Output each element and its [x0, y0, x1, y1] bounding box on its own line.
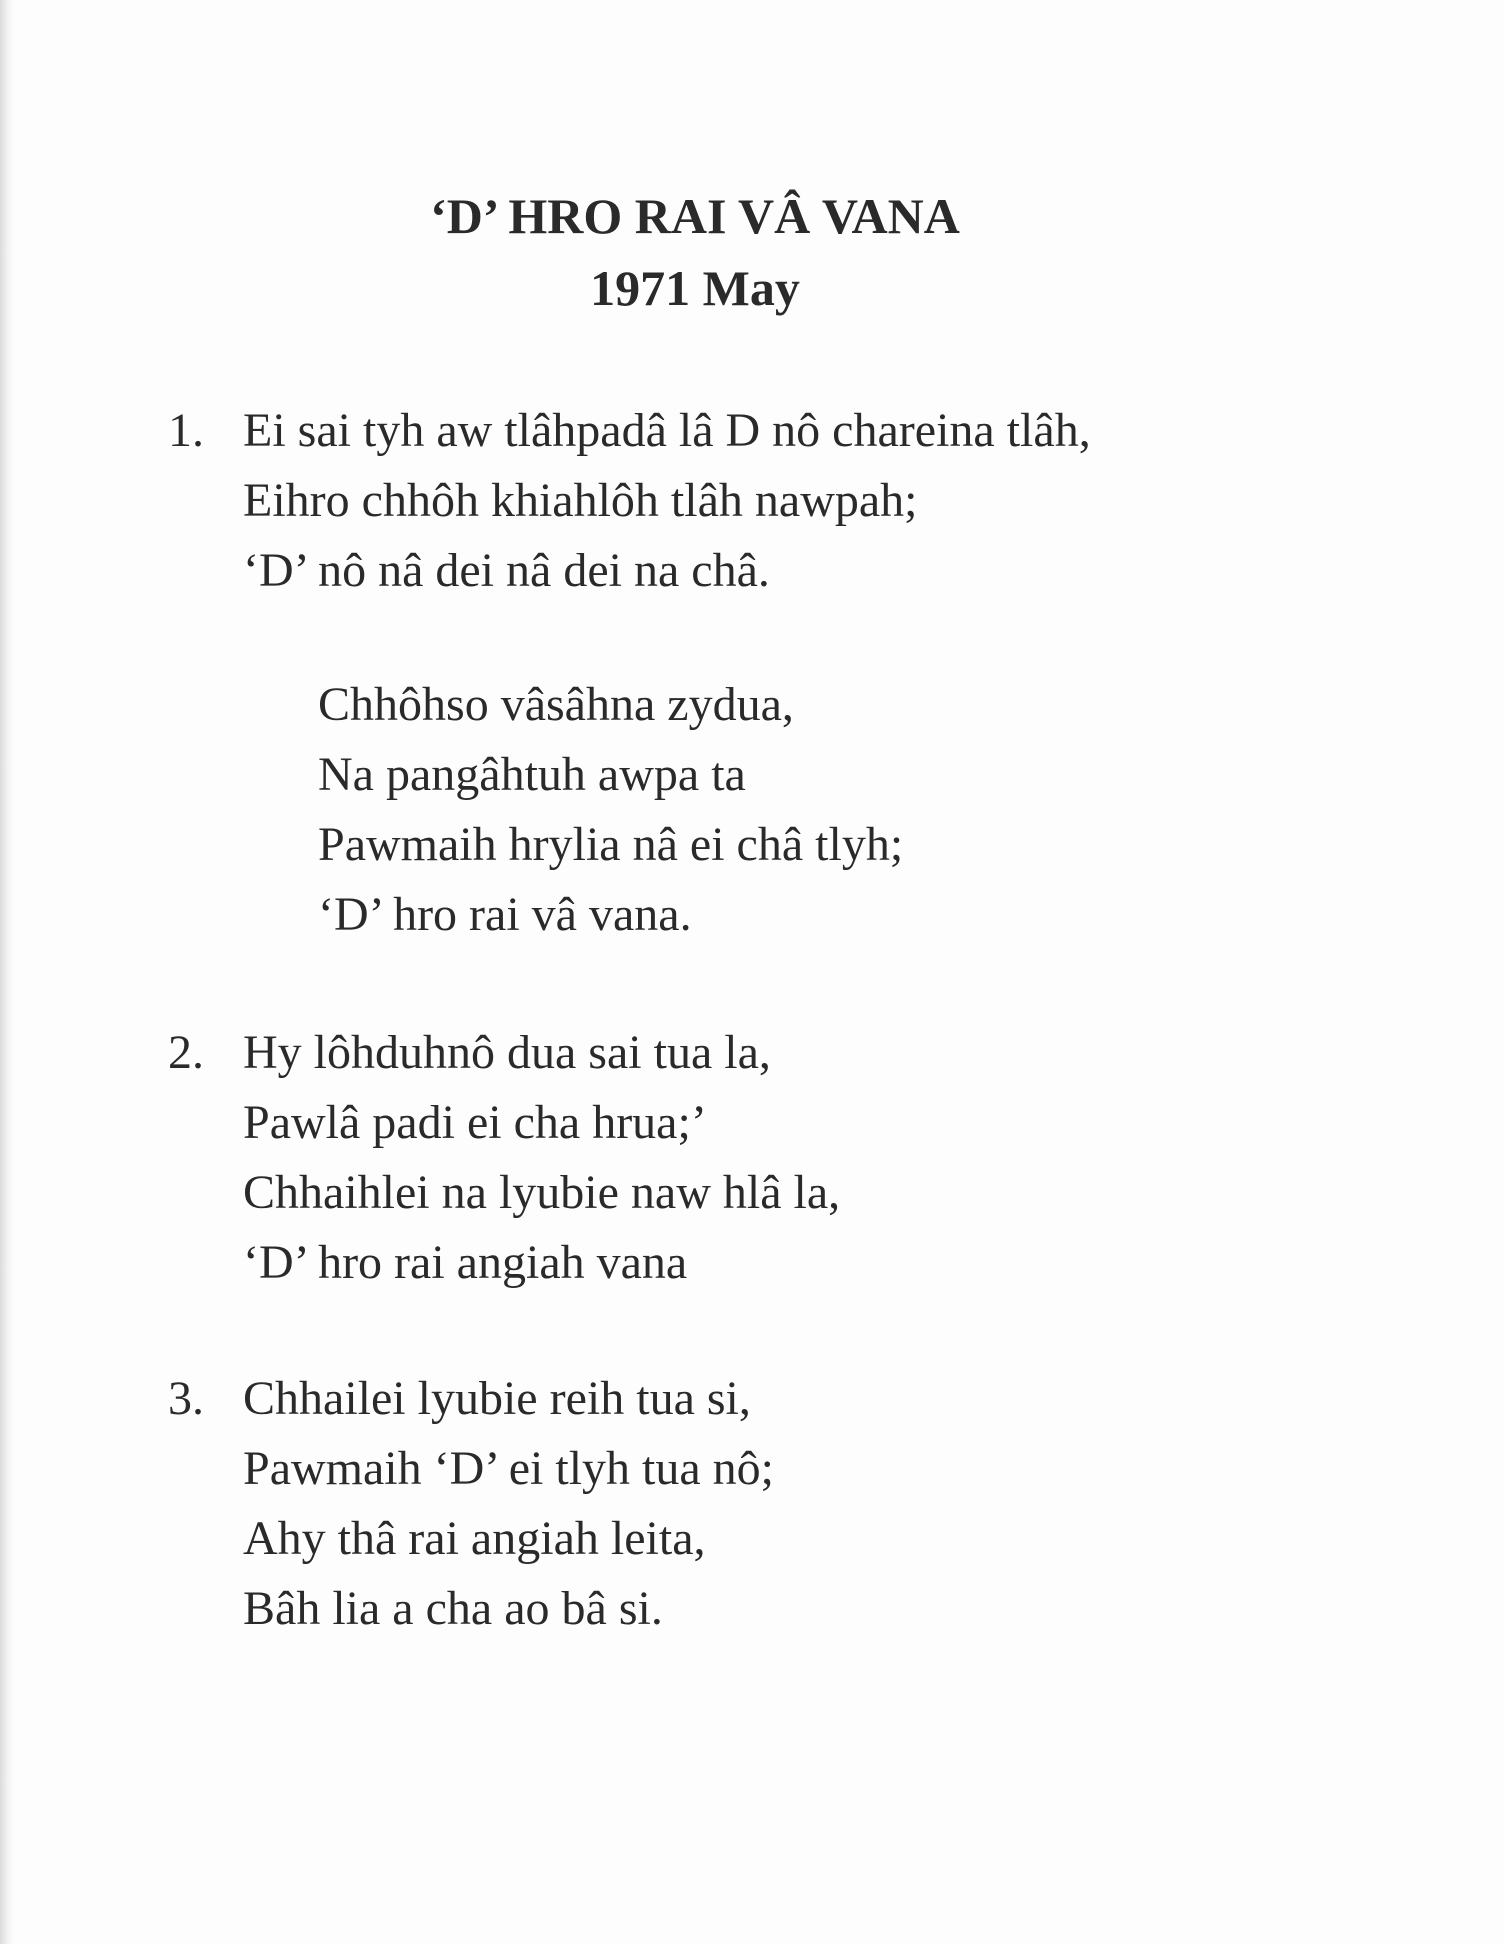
- verse-number: 3.: [168, 1372, 204, 1425]
- verse-line: Ahy thâ rai angiah leita,: [243, 1512, 706, 1565]
- verse-line: Pawmaih ‘D’ ei tlyh tua nô;: [243, 1442, 774, 1495]
- verse-line: Chhailei lyubie reih tua si,: [243, 1372, 751, 1425]
- verse-line: ‘D’ nô nâ dei nâ dei na châ.: [243, 544, 770, 597]
- song-date: 1971 May: [590, 260, 800, 316]
- verse-line: Eihro chhôh khiahlôh tlâh nawpah;: [243, 474, 918, 527]
- verse-line: Hy lôhduhnô dua sai tua la,: [243, 1026, 771, 1079]
- verse-line: ‘D’ hro rai angiah vana: [243, 1236, 688, 1289]
- chorus-line: Na pangâhtuh awpa ta: [318, 748, 746, 801]
- verse-line: Ei sai tyh aw tlâhpadâ lâ D nô chareina tlâh,: [243, 404, 1091, 457]
- verse-line: Bâh lia a cha ao bâ si.: [243, 1582, 663, 1635]
- song-title: ‘D’ HRO RAI VÂ VANA: [430, 188, 960, 244]
- chorus-line: ‘D’ hro rai vâ vana.: [318, 888, 692, 941]
- chorus-line: Pawmaih hrylia nâ ei châ tlyh;: [318, 818, 904, 871]
- verse-line: Chhaihlei na lyubie naw hlâ la,: [243, 1166, 841, 1219]
- verse-line: Pawlâ padi ei cha hrua;’: [243, 1096, 707, 1149]
- chorus-line: Chhôhso vâsâhna zydua,: [318, 678, 794, 731]
- verse-number: 1.: [168, 404, 204, 457]
- verse-number: 2.: [168, 1026, 204, 1079]
